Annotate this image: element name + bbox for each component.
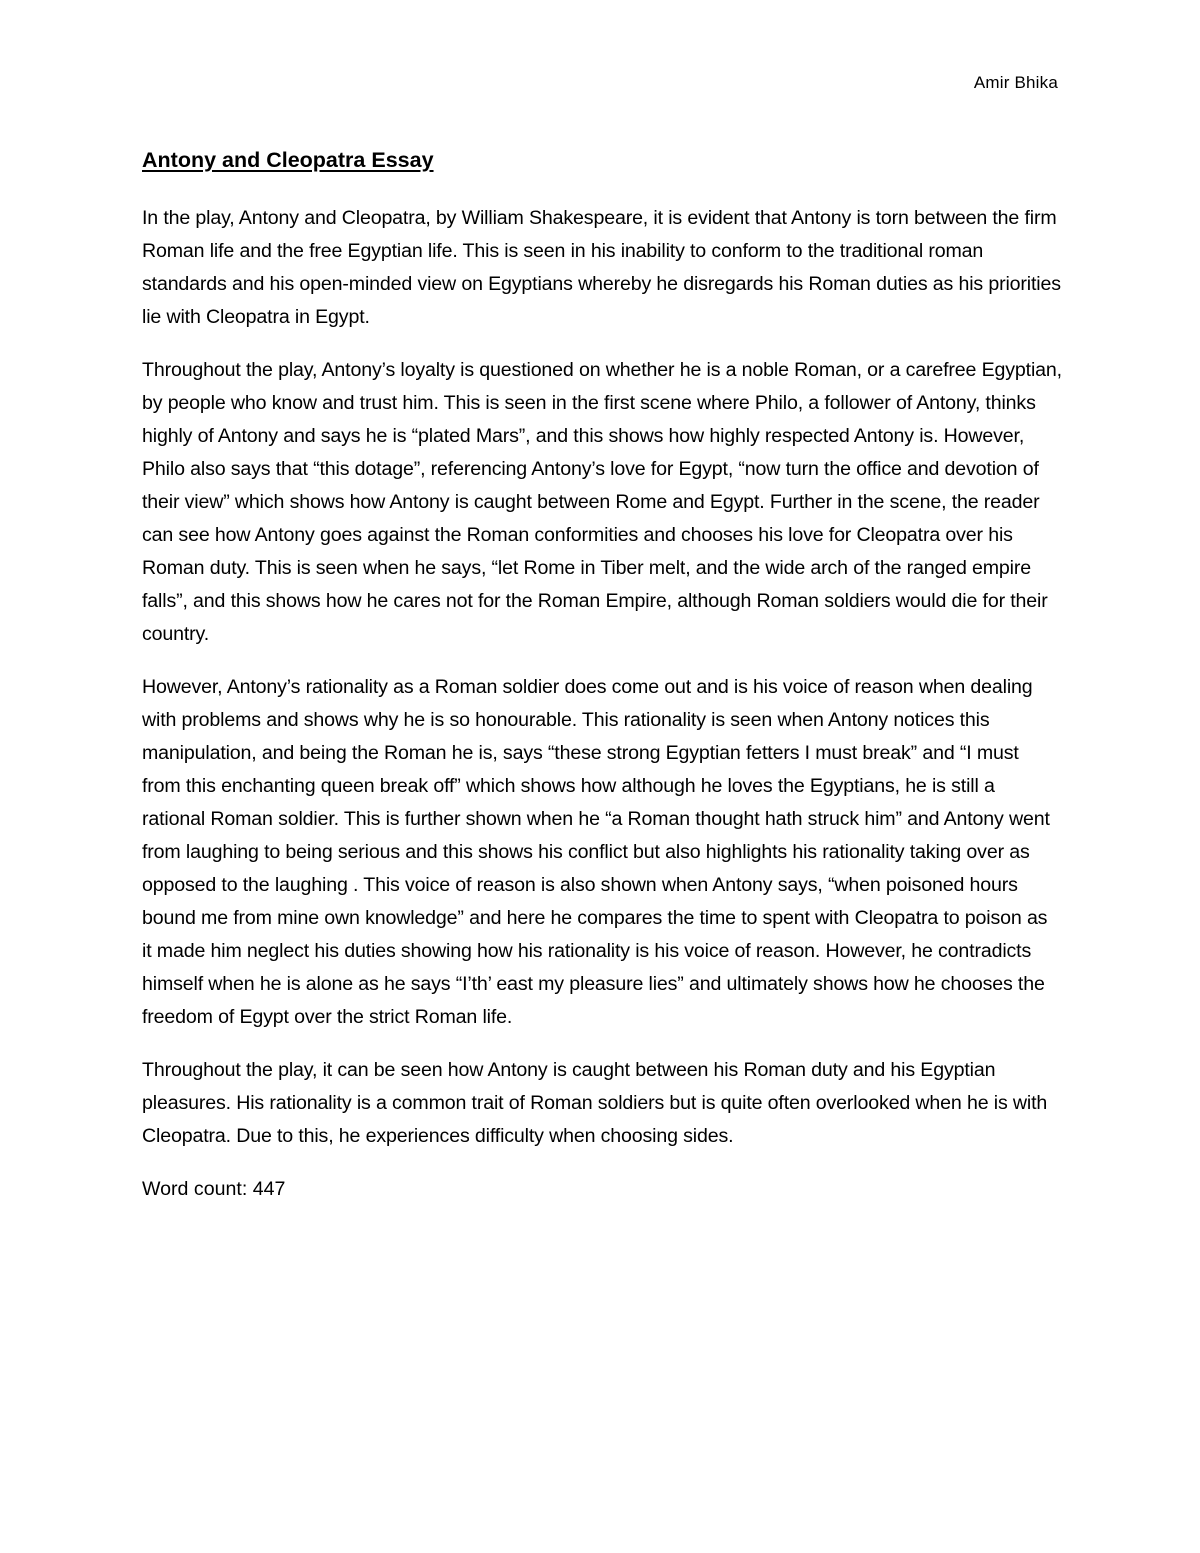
paragraph-loyalty: Throughout the play, Antony’s loyalty is questioned on whether he is a noble Roman, or a carefree Egyptian, by people who know and trust him. This is seen in the first scene where Philo, a follower of Antony, thinks highly of Antony and says he is “plated Mars”, and this shows how highly respected Antony is. However, Philo also says that “this dotage”, referencing Antony’s love for Egypt, “now turn the office and devotion of their view” which shows how Antony is caught between Rome and Egypt. Further in the scene, the reader can see how Antony goes against the Roman conformities and chooses his love for Cleopatra over his Roman duty. This is seen when he says, “let Rome in Tiber melt, and the wide arch of the ranged empire falls”, and this shows how he cares not for the Roman Empire, although Roman soldiers would die for their country. [142,359,1062,645]
paragraph-conclusion: Throughout the play, it can be seen how Antony is caught between his Roman duty and his Egyptian pleasures. His rationality is a common trait of Roman soldiers but is quite often overlooked when he is with Cleopatra. Due to this, he experiences difficulty when choosing sides. [142,1059,1048,1147]
header-author: Amir Bhika [973,73,1058,92]
word-count: Word count: 447 [142,1178,286,1200]
paragraph-rationality: However, Antony’s rationality as a Roman soldier does come out and is his voice of reason when dealing with problems and shows why he is so honourable. This rationality is seen when Antony notices this manipulation, and being the Roman he is, says “these strong Egyptian fetters I must break” and “I must from this enchanting queen break off” which shows how although he loves the Egyptians, he is still a rational Roman soldier. This is further shown when he “a Roman thought hath struck him” and Antony went from laughing to being serious and this shows his conflict but also highlights his rationality taking over as opposed to the laughing . This voice of reason is also shown when Antony says, “when poisoned hours bound me from mine own knowledge” and here he compares the time to spent with Cleopatra to poison as it made him neglect his duties showing how his rationality is his voice of reason. However, he contradicts himself when he is alone as he says “I’th’ east my pleasure lies” and ultimately shows how he chooses the freedom of Egypt over the strict Roman life. [142,676,1050,1028]
document-body [142,142,1062,1206]
paragraph-intro: In the play, Antony and Cleopatra, by William Shakespeare, it is evident that Antony is torn between the firm Roman life and the free Egyptian life. This is seen in his inability to conform to the traditional roman standards and his open-minded view on Egyptians whereby he disregards his Roman duties as his priorities lie with Cleopatra in Egypt. [142,207,1061,328]
essay-title: Antony and Cleopatra Essay [142,148,434,172]
